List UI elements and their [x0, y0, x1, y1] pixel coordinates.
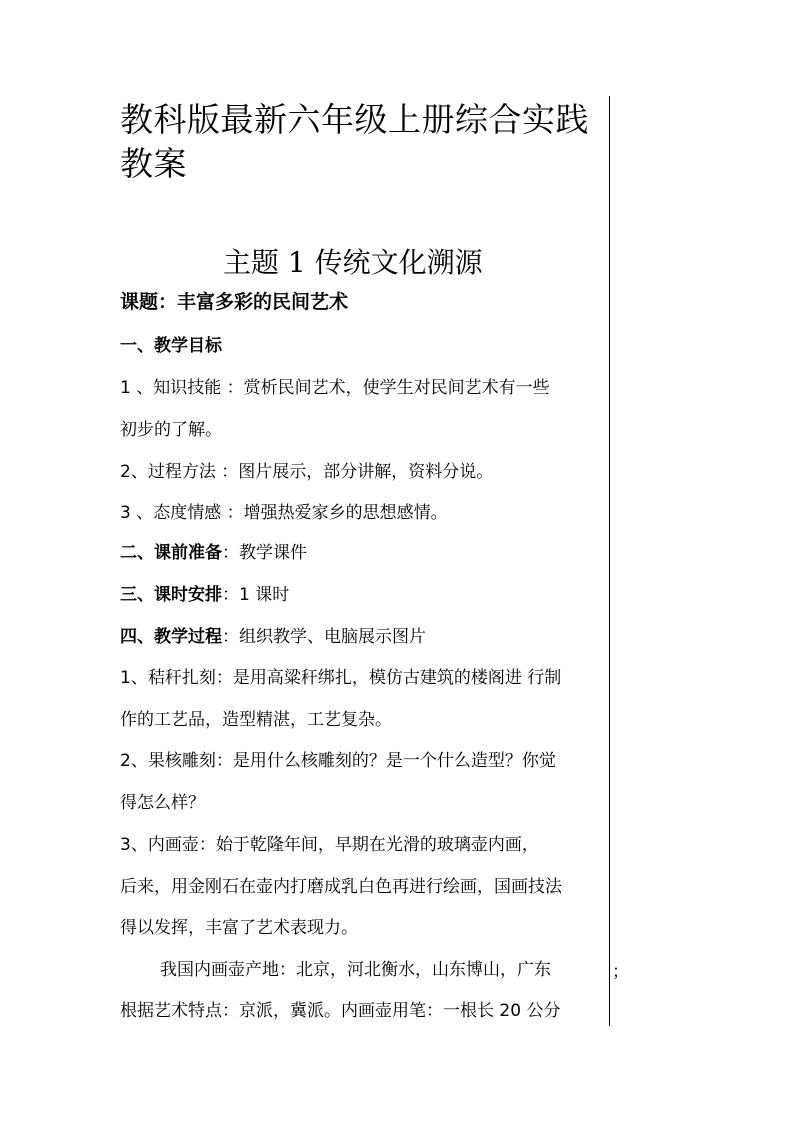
process-value: ：组织教学、电脑展示图片: [222, 627, 426, 647]
document-title: 教科版最新六年级上册综合实践教案: [120, 100, 589, 183]
item-2-line-1: 2、果核雕刻：是用什么核雕刻的？是一个什么造型？你觉: [120, 751, 556, 771]
process-label: 四、教学过程: [120, 627, 222, 647]
theme-heading: 主题 1 传统文化溯源: [223, 246, 483, 279]
item-2-line-2: 得怎么样？: [120, 793, 205, 813]
objective-1-line-1: 1 、知识技能 ：赏析民间艺术，使学生对民间艺术有一些: [120, 378, 550, 398]
objective-1-line-2: 初步的了解。: [120, 420, 222, 440]
time-value: ：1 课时: [222, 585, 290, 605]
paragraph-semicolon: ；: [612, 962, 629, 982]
objectives-heading: 一、教学目标: [120, 336, 222, 356]
time-line: [120, 583, 289, 607]
time-label: 三、课时安排: [120, 585, 222, 605]
paragraph-line-1: 我国内画壶产地：北京，河北衡水，山东博山，广东: [160, 960, 551, 980]
item-3-line-2: 后来，用金刚石在壶内打磨成乳白色再进行绘画，国画技法: [120, 877, 562, 897]
item-3-line-1: 3、内画壶：始于乾隆年间，早期在光滑的玻璃壶内画，: [120, 835, 539, 855]
lesson-title: 课题：丰富多彩的民间艺术: [120, 291, 349, 313]
paragraph-line-2: 根据艺术特点：京派，冀派。内画壶用笔：一根长 20 公分: [120, 1001, 561, 1021]
objective-3: 3 、态度情感 ：增强热爱家乡的思想感情。: [120, 503, 448, 523]
item-1-line-1: 1、秸秆扎刻：是用高粱秆绑扎，模仿古建筑的楼阁进 行制: [120, 668, 562, 688]
item-3-line-3: 得以发挥，丰富了艺术表现力。: [120, 918, 358, 938]
process-line: [120, 625, 426, 649]
item-1-line-2: 作的工艺品，造型精湛，工艺复杂。: [120, 710, 392, 730]
prep-value: ：教学课件: [222, 543, 307, 563]
prep-line: [120, 541, 307, 565]
objective-2: 2、过程方法 ：图片展示，部分讲解，资料分说。: [120, 462, 494, 482]
prep-label: 二、课前准备: [120, 543, 222, 563]
right-margin-rule: [609, 96, 610, 1026]
